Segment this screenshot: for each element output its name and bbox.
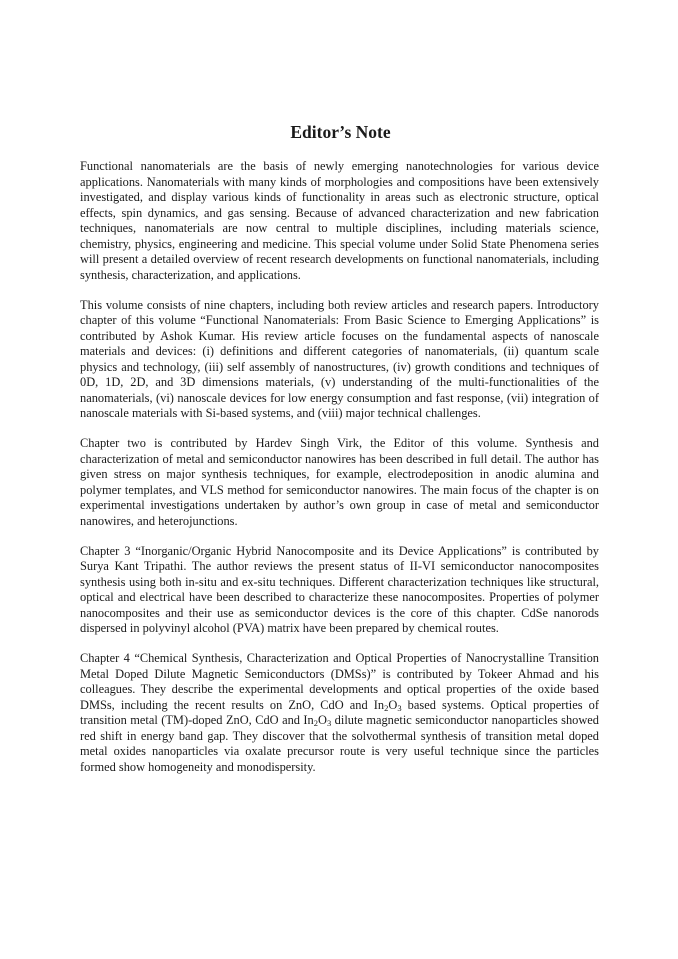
paragraph-chapter-four-text-3: based systems. Optical properties of transition metal (TM)-doped ZnO, CdO and In (80, 697, 600, 727)
paragraph-chapter-four-text-4: O (318, 713, 327, 727)
paragraph-chapter-four-text-5: dilute magnetic semiconductor nanoparticles showed red shift in energy band gap. They discover that the solvothermal synthesis of transition metal doped metal oxides nanoparticles via oxalate precursor route is very useful technique since the particles formed show homogeneity and monodispersity. (80, 713, 599, 774)
subscript-3: 3 (397, 702, 402, 713)
paragraph-chapter-four-text-1: Chapter 4 “Chemical Synthesis, Characterization and Optical Properties of Nanocrystalline Transition Metal Doped Dilute Magnetic Semiconductors (DMSs)” is contributed by Tokeer Ahmad and his colleagues. They describe the experimental developments and optical properties of the oxide based DMSs, including the recent results on ZnO, CdO and In (80, 651, 599, 712)
document-page (80, 120, 599, 790)
paragraph-chapter-three: Chapter 3 “Inorganic/Organic Hybrid Nanocomposite and its Device Applications” is contributed by Surya Kant Tripathi. The author reviews the present status of II-VI semiconductor nanocomposites synthesis using both in-situ and ex-situ techniques. Different characterization techniques like structural, optical and electrical have been described to characterize these nanocomposites. Properties of polymer nanocomposites and their use as semiconductor devices is the core of this chapter. CdSe nanorods dispersed in polyvinyl alcohol (PVA) matrix have been prepared by chemical routes. (80, 543, 599, 635)
subscript-2: 2 (313, 718, 319, 728)
subscript-3: 3 (326, 718, 332, 728)
subscript-2: 2 (384, 702, 389, 713)
paragraph-volume-overview: This volume consists of nine chapters, including both review articles and research papers. Introductory chapter of this volume “Functional Nanomaterials: From Basic Science to Emerging Applications” is contributed by Ashok Kumar. His review article focuses on the fundamental aspects of nanoscale materials and devices: (i) definitions and different categories of nanomaterials, (ii) quantum scale physics and technology, (iii) self assembly of nanostructures, (iv) growth conditions and techniques of 0D, 1D, 2D, and 3D dimensions materials, (v) understanding of the multi-functionalities of the nanomaterials, (vi) nanoscale devices for low energy consumption and fast response, (vii) integration of nanoscale materials with Si-based systems, and (viii) major technical challenges. (80, 297, 599, 420)
paragraph-chapter-four (80, 651, 599, 775)
page-title: Editor’s Note (290, 122, 391, 142)
paragraph-introduction: Functional nanomaterials are the basis of newly emerging nanotechnologies for various device applications. Nanomaterials with many kinds of morphologies and compositions have been extensively investigated, and display various kinds of functionality in areas such as electronic structure, optical effects, spin dynamics, and gas sensing. Because of advanced characterization and new fabrication techniques, nanomaterials are now central to multiple disciplines, including materials science, chemistry, physics, engineering and medicine. This special volume under Solid State Phenomena series will present a detailed overview of recent research developments on functional nanomaterials, including synthesis, characterization, and applications. (80, 159, 599, 282)
paragraph-chapter-two: Chapter two is contributed by Hardev Singh Virk, the Editor of this volume. Synthesis and characterization of metal and semiconductor nanowires has been described in full detail. The author has given stress on major synthesis techniques, for example, electrodeposition in anodic alumina and polymer templates, and VLS method for semiconductor nanowires. The main focus of the chapter is on experimental investigations undertaken by author’s own group in case of metal and semiconductor nanowires, and heterojunctions. (80, 436, 599, 528)
paragraph-chapter-four-text-2: O (388, 697, 398, 712)
